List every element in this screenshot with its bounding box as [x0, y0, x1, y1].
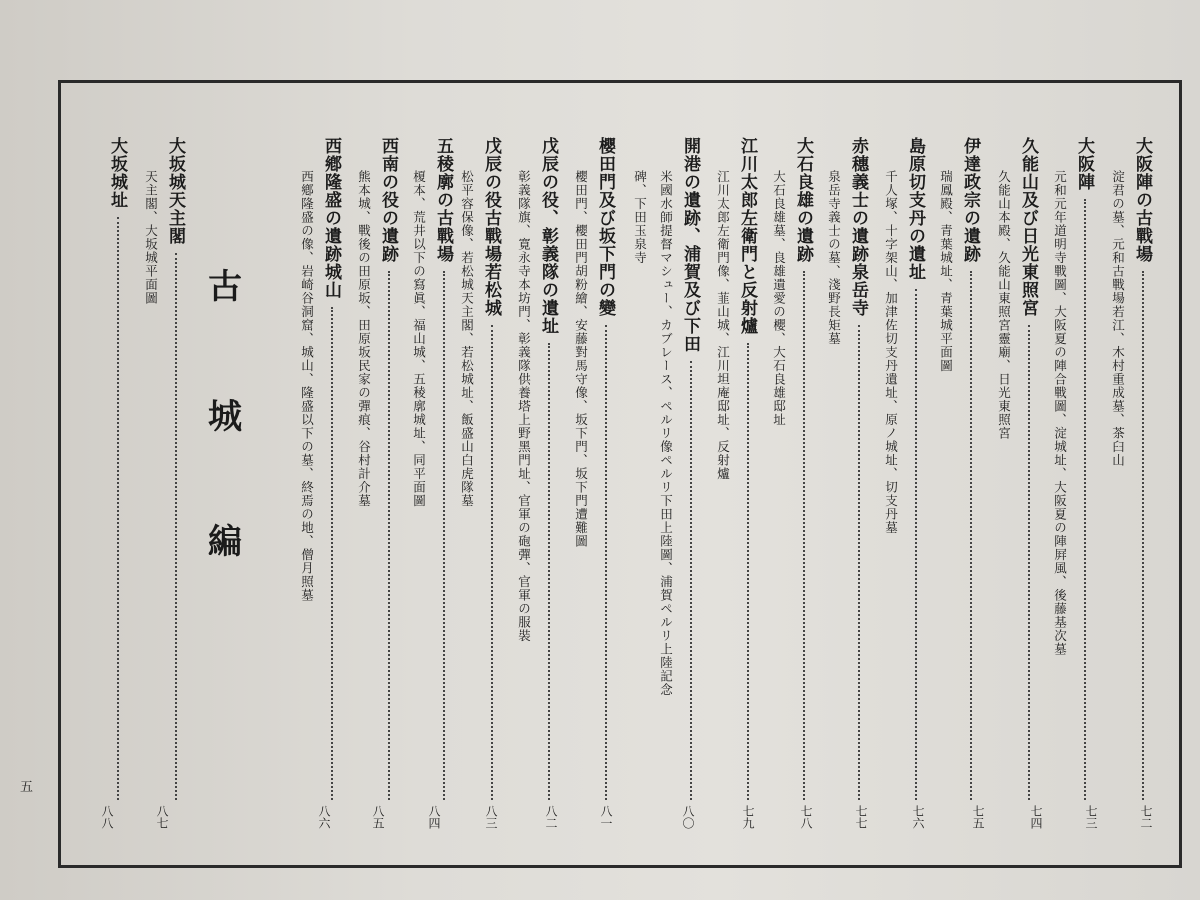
toc-entry-heading: 西南の役の遺跡 — [378, 137, 398, 263]
toc-page-number: 七八 — [799, 805, 813, 829]
toc-entry-items: 熊本城、戰後の田原坂、田原坂民家の彈痕、谷村計介墓 — [356, 170, 372, 508]
leader-dots — [747, 343, 749, 800]
page-frame — [58, 80, 1182, 868]
toc-page-number: 七三 — [1084, 805, 1098, 829]
toc-entry-heading: 赤穗義士の遺跡泉岳寺 — [848, 137, 868, 317]
toc-entry-heading: 大阪陣 — [1074, 137, 1094, 191]
section-title-char-2: 城 — [208, 397, 242, 437]
toc-entry-heading: 島原切支丹の遺址 — [905, 137, 925, 281]
section-title-char-1: 古 — [208, 267, 242, 307]
toc-entry-items: 千人塚、十字架山、加津佐切支丹遺址、原ノ城址、切支丹墓 — [883, 170, 899, 535]
toc-page-number: 七六 — [911, 805, 925, 829]
toc-entry-items: 泉岳寺義士の墓、淺野長矩墓 — [826, 170, 842, 346]
toc-entry-heading: 開港の遺跡、浦賀及び下田 — [680, 137, 700, 353]
toc-entry-items: 淀君の墓、元和古戰場若江、木村重成墓、茶臼山 — [1110, 170, 1126, 467]
toc-entry-items: 西鄕隆盛の像、岩崎谷洞窟、城山、隆盛以下の墓、終焉の地、僧月照墓 — [299, 170, 315, 602]
leader-dots — [970, 271, 972, 800]
toc-entry-items: 碑、下田玉泉寺 — [632, 170, 648, 265]
toc-page-number: 八三 — [484, 805, 498, 829]
toc-entry-heading: 戊辰の役古戰場若松城 — [481, 137, 501, 317]
leader-dots — [491, 325, 493, 800]
toc-entry-items: 彰義隊旗、寛永寺本坊門、彰義隊供養塔上野黑門址、官軍の砲彈、官軍の服裝 — [516, 170, 532, 643]
toc-entry-heading: 江川太郎左衛門と反射爐 — [737, 137, 757, 335]
toc-entry-heading: 大石良雄の遺跡 — [793, 137, 813, 263]
toc-entry-items: 江川太郎左衛門像、韮山城、江川坦庵邸址、反射爐 — [715, 170, 731, 481]
toc-entry-items: 大石良雄墓、良雄遺愛の櫻、大石良雄邸址 — [771, 170, 787, 427]
toc-entry-items: 瑞鳳殿、青葉城址、青葉城平面圖 — [938, 170, 954, 373]
toc-entry-heading: 大阪陣の古戰場 — [1132, 137, 1152, 263]
toc-page-number: 八二 — [544, 805, 558, 829]
toc-entry-items: 元和元年道明寺戰圖、大阪夏の陣合戰圖、淀城址、大阪夏の陣屛風、後藤基次墓 — [1052, 170, 1068, 656]
toc-page-number: 七九 — [741, 805, 755, 829]
leader-dots — [117, 217, 119, 800]
toc-entry-heading: 櫻田門及び坂下門の變 — [595, 137, 615, 317]
toc-entry-heading: 大坂城天主閣 — [165, 137, 185, 245]
toc-page-number: 八〇 — [681, 805, 695, 829]
leader-dots — [388, 271, 390, 800]
toc-entry-items: 櫻田門、櫻田門胡粉繪、安藤對馬守像、坂下門、坂下門遭難圖 — [573, 170, 589, 548]
leader-dots — [175, 253, 177, 800]
leader-dots — [605, 325, 607, 800]
leader-dots — [548, 343, 550, 800]
leader-dots — [443, 271, 445, 800]
toc-entry-items: 松平容保像、若松城天主閣、若松城址、飯盛山白虎隊墓 — [459, 170, 475, 508]
leader-dots — [690, 361, 692, 800]
toc-entry-heading: 久能山及び日光東照宮 — [1018, 137, 1038, 317]
leader-dots — [1142, 271, 1144, 800]
section-title-char-3: 編 — [208, 522, 242, 562]
toc-entry-heading: 戊辰の役、彰義隊の遺址 — [538, 137, 558, 335]
toc-page-number: 七七 — [854, 805, 868, 829]
toc-entry-items: 天主閣、大坂城平面圖 — [143, 170, 159, 305]
toc-entry-heading: 西鄕隆盛の遺跡城山 — [321, 137, 341, 299]
toc-page-number: 七五 — [971, 805, 985, 829]
leader-dots — [858, 325, 860, 800]
toc-entry-items: 久能山本殿、久能山東照宮靈廟、日光東照宮 — [996, 170, 1012, 440]
toc-page-number: 八八 — [100, 805, 114, 829]
toc-entry-heading: 五稜廓の古戰場 — [433, 137, 453, 263]
page-number: 五 — [20, 780, 34, 795]
toc-entry-items: 榎本、荒井以下の寫眞、福山城、五稜廓城址、同平面圖 — [411, 170, 427, 508]
toc-page-number: 七四 — [1029, 805, 1043, 829]
leader-dots — [1028, 325, 1030, 800]
toc-entry-items: 米國水師提督マシュー、カブレース、ペルリ像ペルリ下田上陸圖、浦賀ペルリ上陸記念 — [658, 170, 674, 697]
leader-dots — [915, 289, 917, 800]
leader-dots — [803, 271, 805, 800]
leader-dots — [331, 307, 333, 800]
toc-page-number: 八四 — [427, 805, 441, 829]
toc-entry-heading: 大坂城址 — [107, 137, 127, 209]
toc-page-number: 八六 — [317, 805, 331, 829]
leader-dots — [1084, 199, 1086, 800]
toc-page-number: 八五 — [371, 805, 385, 829]
toc-entry-heading: 伊達政宗の遺跡 — [960, 137, 980, 263]
toc-page-number: 八一 — [599, 805, 613, 829]
toc-page-number: 八七 — [155, 805, 169, 829]
toc-page-number: 七二 — [1139, 805, 1153, 829]
